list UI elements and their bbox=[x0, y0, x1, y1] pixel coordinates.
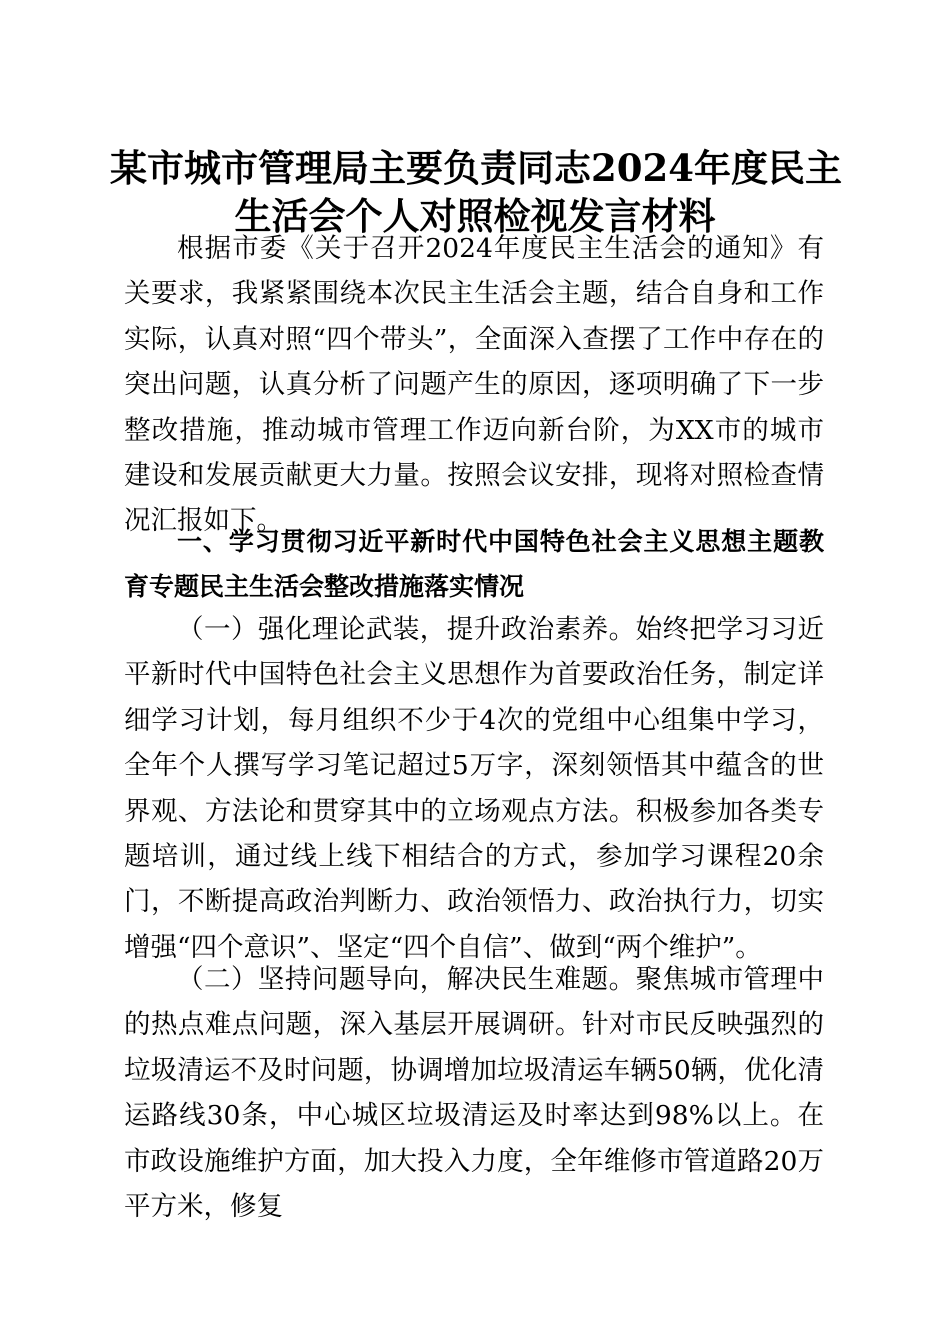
paragraph-1: （一）强化理论武装，提升政治素养。始终把学习习近平新时代中国特色社会主义思想作为首要政治任务，制定详细学习计划，每月组织不少于4次的党组中心组集中学习，全年个人撰写学习笔记超过5万字，深刻领悟其中蕴含的世界观、方法论和贯穿其中的立场观点方法。积极参加各类专题培训，通过线上线下相结合的方式，参加学习课程20余门，不断提高政治判断力、政治领悟力、政治执行力，切实增强“四个意识”、坚定“四个自信”、做到“两个维护”。 bbox=[124, 614, 824, 963]
section-heading-1: 一、学习贯彻习近平新时代中国特色社会主义思想主题教育专题民主生活会整改措施落实情况 bbox=[124, 527, 824, 602]
document-title-line-2: 生活会个人对照检视发言材料 bbox=[234, 194, 716, 238]
intro-paragraph: 根据市委《关于召开2024年度民主生活会的通知》有关要求，我紧紧围绕本次民主生活会主题，结合自身和工作实际，认真对照“四个带头”，全面深入查摆了工作中存在的突出问题，认真分析了问题产生的原因，逐项明确了下一步整改措施，推动城市管理工作迈向新台阶，为XX市的城市建设和发展贡献更大力量。按照会议安排，现将对照检查情况汇报如下。 bbox=[124, 233, 824, 537]
document-title-line-1: 某市城市管理局主要负责同志2024年度民主 bbox=[110, 146, 842, 190]
paragraph-2: （二）坚持问题导向，解决民生难题。聚焦城市管理中的热点难点问题，深入基层开展调研。针对市民反映强烈的垃圾清运不及时问题，协调增加垃圾清运车辆50辆，优化清运路线30条，中心城区垃圾清运及时率达到98%以上。在市政设施维护方面，加大投入力度，全年维修市管道路20万平方米，修复 bbox=[124, 964, 824, 1223]
